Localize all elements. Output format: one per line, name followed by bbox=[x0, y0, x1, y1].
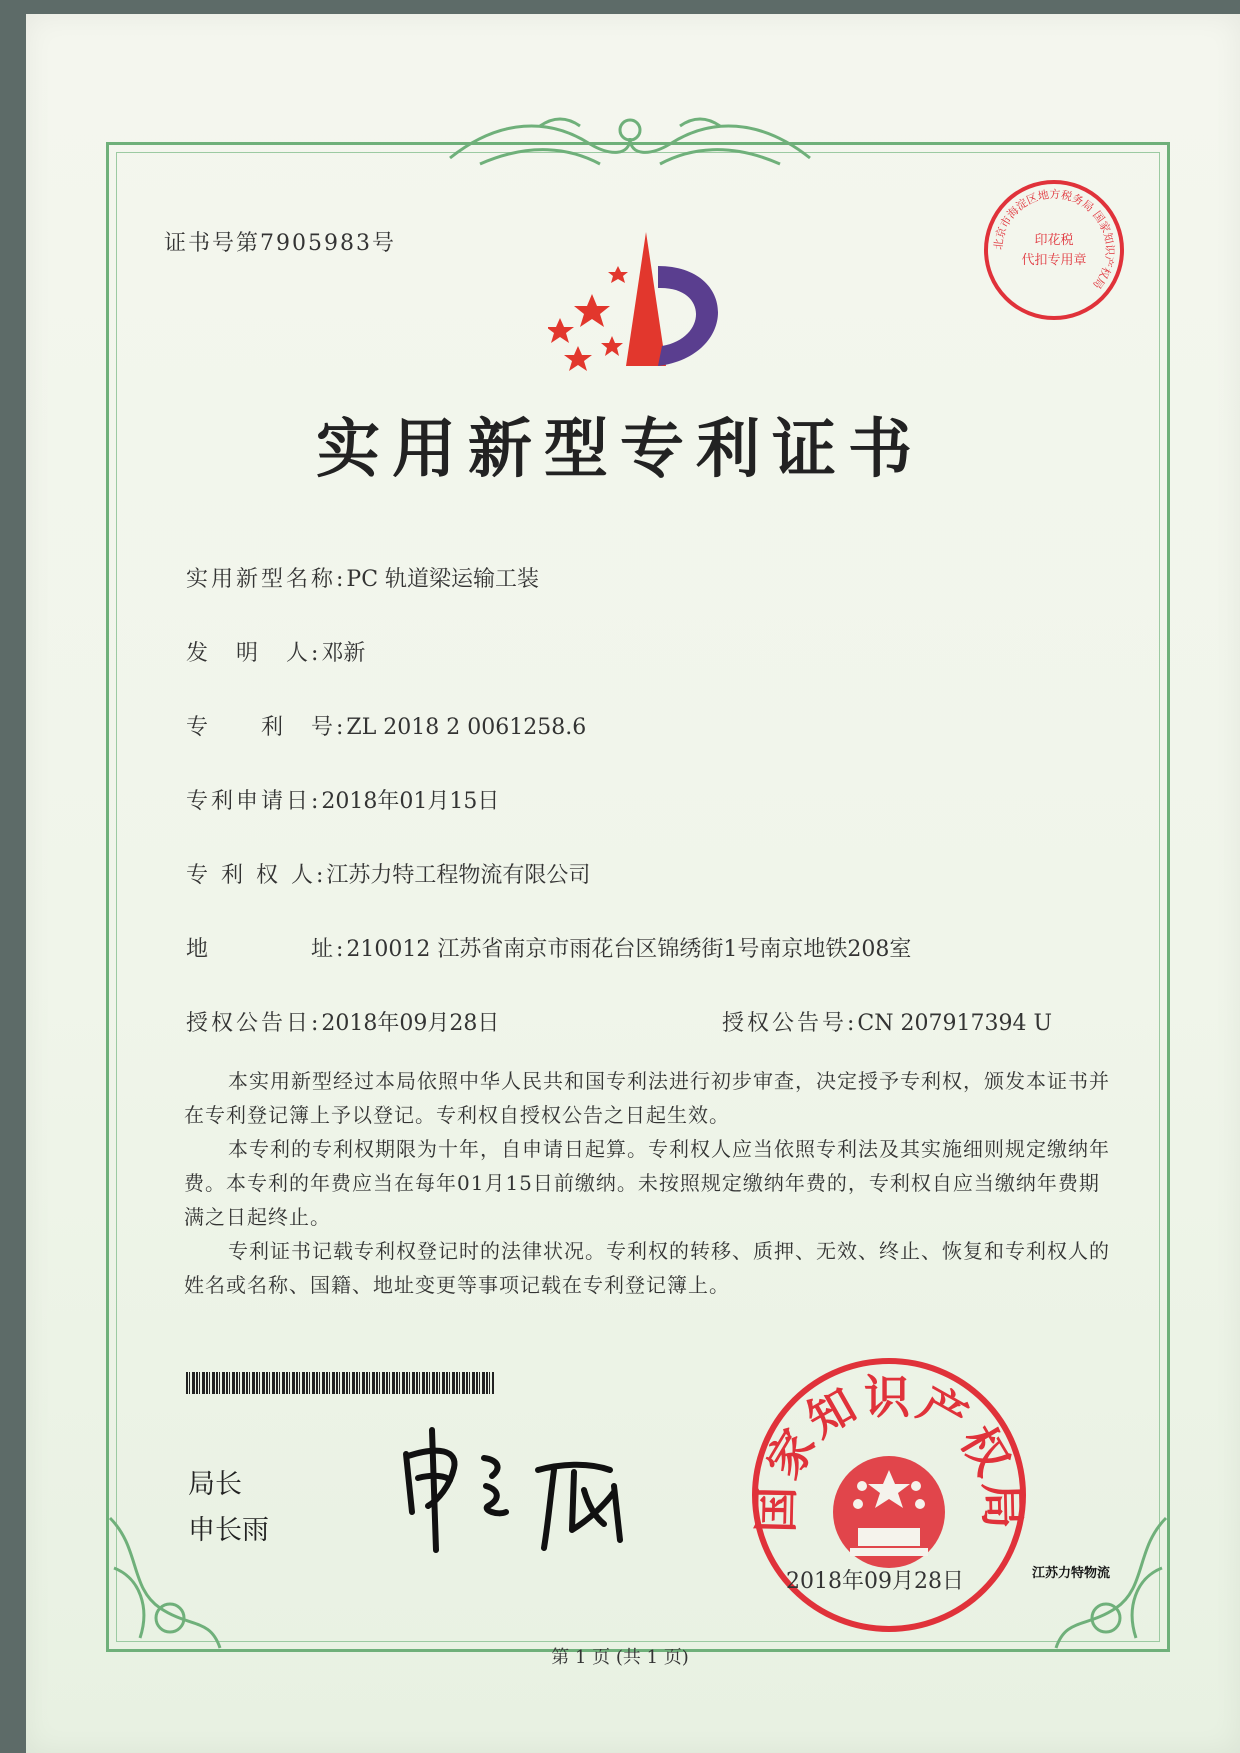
field-address bbox=[186, 932, 911, 963]
issue-date: 2018年09月28日 bbox=[786, 1569, 964, 1594]
field-label: 发 明 人: bbox=[186, 641, 322, 666]
national-emblem-icon bbox=[833, 1456, 945, 1568]
tax-stamp-line2: 代扣专用章 bbox=[1021, 253, 1087, 268]
field-patentee bbox=[186, 858, 590, 889]
tax-stamp-line1: 印花税 bbox=[1034, 233, 1074, 248]
field-value: 江苏力特工程物流有限公司 bbox=[326, 863, 591, 888]
tax-stamp-arc-text: 北京市海淀区地方税务局 国家知识产权局 bbox=[991, 187, 1117, 292]
field-value: PC 轨道梁运输工装 bbox=[346, 567, 540, 592]
field-value: 210012 江苏省南京市雨花台区锦绣街1号南京地铁208室 bbox=[346, 937, 912, 962]
seal-arc-text: 国家知识产权局 bbox=[748, 1370, 1030, 1534]
field-label: 实用新型名称: bbox=[186, 567, 347, 592]
field-announce-date bbox=[186, 1006, 499, 1037]
top-ornament bbox=[440, 108, 820, 174]
field-application-date bbox=[186, 784, 499, 815]
handwritten-signature bbox=[388, 1420, 638, 1560]
patent-office-logo bbox=[548, 226, 728, 376]
field-value: 2018年01月15日 bbox=[321, 789, 500, 814]
field-label: 专 利 权 人: bbox=[186, 863, 327, 888]
field-utility-name bbox=[186, 562, 539, 593]
statement-paragraph: 本专利的专利权期限为十年，自申请日起算。专利权人应当依照专利法及其实施细则规定缴纳年费。本专利的年费应当在每年01月15日前缴纳。未按照规定缴纳年费的，专利权自应当缴纳年费期满之日起终止。 bbox=[184, 1137, 1110, 1229]
cnipa-seal bbox=[746, 1352, 1032, 1638]
field-label: 专利申请日: bbox=[186, 789, 322, 814]
director-name: 申长雨 bbox=[188, 1515, 269, 1546]
statement-paragraph: 专利证书记载专利权登记时的法律状况。专利权的转移、质押、无效、终止、恢复和专利权人的姓名或名称、国籍、地址变更等事项记载在专利登记簿上。 bbox=[184, 1239, 1110, 1297]
field-label: 专 利 号: bbox=[186, 715, 347, 740]
tax-stamp bbox=[980, 176, 1128, 324]
field-value: 2018年09月28日 bbox=[321, 1011, 500, 1036]
field-label: 地 址: bbox=[186, 937, 347, 962]
corner-ornament-right bbox=[1046, 1508, 1176, 1658]
field-patent-number bbox=[186, 710, 586, 741]
company-annotation: 江苏力特物流 bbox=[1032, 1566, 1111, 1581]
statement-paragraphs bbox=[184, 1064, 1114, 1302]
field-label: 授权公告日: bbox=[186, 1011, 322, 1036]
field-value: CN 207917394 U bbox=[857, 1011, 1053, 1036]
field-inventor bbox=[186, 636, 365, 667]
field-label: 授权公告号: bbox=[722, 1011, 858, 1036]
certificate-title: 实用新型专利证书 bbox=[316, 412, 924, 487]
page-number: 第 1 页 (共 1 页) bbox=[551, 1647, 689, 1668]
field-announce-number bbox=[722, 1006, 1052, 1037]
barcode bbox=[186, 1372, 494, 1394]
field-value: ZL 2018 2 0061258.6 bbox=[346, 715, 587, 740]
director-title: 局长 bbox=[188, 1469, 242, 1500]
certificate-number: 证书号第7905983号 bbox=[164, 231, 396, 256]
field-value: 邓新 bbox=[321, 641, 366, 666]
statement-paragraph: 本实用新型经过本局依照中华人民共和国专利法进行初步审查，决定授予专利权，颁发本证书并在专利登记簿上予以登记。专利权自授权公告之日起生效。 bbox=[184, 1069, 1110, 1127]
